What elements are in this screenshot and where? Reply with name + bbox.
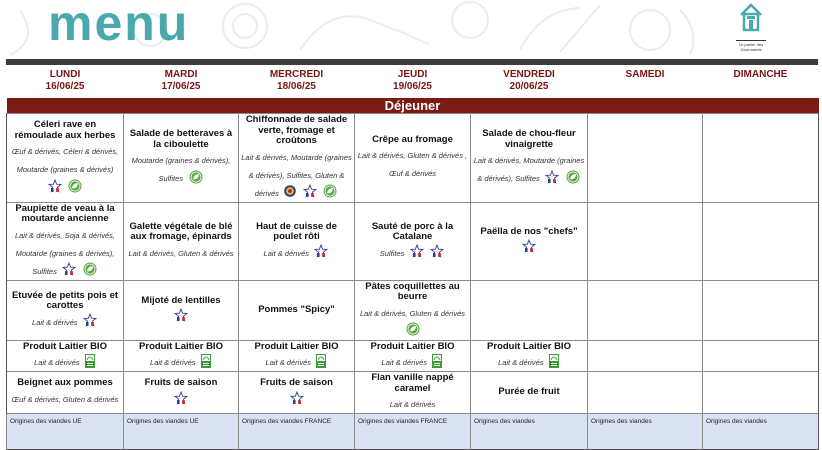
allergen-line (357, 243, 468, 261)
france-star-icon (430, 244, 444, 258)
allergen-line (357, 352, 468, 370)
dish-name: Produit Laitier BIO (254, 340, 339, 352)
menu-cell (703, 372, 819, 414)
meat-origin: Origines des viandes (588, 414, 703, 450)
day-date: 16/06/25 (45, 81, 85, 92)
france-star-icon (62, 262, 76, 276)
menu-cell (239, 114, 355, 203)
menu-cell (355, 372, 471, 414)
allergens-text: Œuf & dérivés, Gluten & dérivés (11, 394, 119, 404)
menu-cell (703, 340, 819, 372)
dish-name: Produit Laitier BIO (23, 340, 107, 352)
menu-cell (355, 202, 471, 280)
allergens-text: Lait & dérivés (263, 248, 309, 258)
menu-row (7, 280, 819, 340)
allergens-text: Lait & dérivés, Gluten & dérivés (359, 308, 466, 318)
allergens-text: Lait & dérivés (150, 358, 196, 367)
day-header-row (7, 66, 819, 98)
label-rouge-icon (284, 185, 296, 197)
allergens-text: Lait & dérivés, Gluten & dérivés (128, 248, 234, 258)
bio-ab-icon (316, 354, 326, 368)
dish-name: Pâtes coquillettes au beurre (365, 280, 460, 302)
day-name: DIMANCHE (733, 69, 788, 80)
menu-cell (239, 372, 355, 414)
dish-name: Mijoté de lentilles (141, 294, 221, 306)
day-header (471, 66, 588, 98)
menu-table (6, 66, 819, 450)
menu-cell (239, 280, 355, 340)
bio-ab-icon (85, 354, 95, 368)
day-name: MARDI (164, 69, 198, 80)
vegetarian-leaf-icon (68, 179, 82, 193)
france-star-icon (48, 179, 62, 193)
france-star-icon (522, 239, 536, 253)
dish-name: Produit Laitier BIO (487, 340, 571, 352)
allergens-text: Sulfites (379, 248, 405, 258)
day-date: 19/06/25 (393, 81, 432, 92)
dish-name: Pommes "Spicy" (258, 303, 335, 315)
house-logo-icon (738, 2, 764, 34)
day-date: 17/06/25 (161, 81, 201, 92)
dish-name: Salade de betteraves à la ciboulette (129, 128, 233, 150)
dish-name: Flan vanille nappé caramel (371, 372, 454, 394)
menu-cell (124, 280, 239, 340)
menu-cell (703, 114, 819, 203)
day-header (124, 66, 239, 98)
menu-cell (7, 340, 124, 372)
dish-name: Sauté de porc à la Catalane (371, 220, 454, 242)
menu-cell (124, 202, 239, 280)
menu-cell (703, 202, 819, 280)
day-header (355, 66, 471, 98)
menu-cell (703, 280, 819, 340)
menu-cell (588, 280, 703, 340)
vegetarian-leaf-icon (323, 184, 337, 198)
menu-cell (588, 372, 703, 414)
menu-cell (471, 340, 588, 372)
allergens-text: Lait & dérivés, Moutarde (graines & dérivés), Sulfites (473, 156, 585, 184)
allergen-line (9, 141, 121, 195)
menu-cell (471, 114, 588, 203)
dish-name: Produit Laitier BIO (139, 340, 223, 352)
bio-ab-icon (549, 354, 559, 368)
menu-cell (239, 202, 355, 280)
france-star-icon (314, 244, 328, 258)
day-header (7, 66, 124, 98)
allergen-line (126, 243, 236, 261)
allergen-line (241, 352, 352, 370)
allergen-line (241, 243, 352, 261)
allergens-text: Lait & dérivés (498, 358, 544, 367)
dish-name: Paëlla de nos "chefs" (480, 225, 578, 237)
bio-ab-icon (201, 354, 211, 368)
dish-name: Salade de chou-fleur vinaigrette (482, 128, 576, 150)
france-star-icon (83, 313, 97, 327)
allergens-text: Lait & dérivés (32, 317, 78, 327)
logo-text-line2: Gourmands (740, 47, 762, 52)
menu-cell (7, 280, 124, 340)
menu-cell (355, 340, 471, 372)
menu-cell (7, 202, 124, 280)
allergen-line (9, 225, 121, 279)
dish-name: Fruits de saison (260, 377, 333, 389)
allergens-text: Lait & dérivés, Soja & dérivés, Moutarde (graines & dérivés), Sulfites (14, 230, 116, 276)
allergens-text: Œuf & dérivés, Céleri & dérivés, Moutarde (graines & dérivés) (11, 147, 119, 175)
meat-origin: Origines des viandes UE (7, 414, 124, 450)
vegetarian-leaf-icon (406, 322, 420, 336)
vegetarian-leaf-icon (83, 262, 97, 276)
menu-cell (355, 280, 471, 340)
allergen-line (126, 352, 236, 370)
france-star-icon (174, 391, 188, 405)
day-name: SAMEDI (625, 69, 665, 80)
dish-name: Produit Laitier BIO (370, 340, 455, 352)
dish-name: Purée de fruit (498, 386, 560, 398)
menu-cell (588, 340, 703, 372)
menu-row (7, 114, 819, 203)
menu-row (7, 202, 819, 280)
allergen-line (473, 352, 585, 370)
dish-name: Chiffonnade de salade verte, fromage et croûtons (245, 114, 348, 146)
allergen-line (9, 389, 121, 407)
logo-text-line1: Le panier des (738, 42, 764, 47)
dish-name: Paupiette de veau à la moutarde ancienne (15, 202, 115, 224)
origin-row (7, 414, 819, 450)
dish-name: Etuvée de petits pois et carottes (11, 289, 119, 311)
day-header (588, 66, 703, 98)
bio-ab-icon (432, 354, 442, 368)
france-star-icon (303, 184, 317, 198)
menu-cell (124, 114, 239, 203)
france-star-icon (545, 170, 559, 184)
menu-cell (355, 114, 471, 203)
logo (728, 2, 774, 56)
allergens-text: Lait & dérivés (381, 358, 427, 367)
allergen-line (473, 237, 585, 255)
allergen-line (9, 352, 121, 370)
menu-cell (124, 372, 239, 414)
meat-origin: Origines des viandes FRANCE (239, 414, 355, 450)
meat-origin: Origines des viandes (471, 414, 588, 450)
allergen-line (241, 147, 352, 201)
dish-name: Beignet aux pommes (17, 377, 113, 389)
menu-cell (588, 202, 703, 280)
allergens-text: Lait & dérivés (265, 358, 311, 367)
section-title: Déjeuner (7, 98, 819, 114)
day-date: 18/06/25 (277, 81, 316, 92)
allergens-text: Moutarde (graines & dérivés), Sulfites (131, 156, 231, 184)
allergen-line (9, 312, 121, 330)
allergen-line (357, 145, 468, 181)
allergen-line (126, 389, 236, 407)
menu-cell (7, 372, 124, 414)
day-header (703, 66, 819, 98)
allergen-line (473, 150, 585, 186)
allergen-line (357, 303, 468, 339)
meat-origin: Origines des viandes (703, 414, 819, 450)
header-divider (6, 59, 818, 65)
section-row (7, 98, 819, 114)
allergens-text: Lait & dérivés, Gluten & dérivés , Œuf & dérivés (357, 151, 468, 178)
dish-name: Galette végétale de blé aux fromage, épinards (129, 220, 233, 242)
menu-cell (7, 114, 124, 203)
day-name: JEUDI (397, 69, 428, 80)
dish-name: Crêpe au fromage (372, 133, 453, 145)
menu-cell (471, 202, 588, 280)
allergens-text: Lait & dérivés, Moutarde (graines & dérivés), Sulfites, Gluten & dérivés (241, 152, 352, 198)
menu-cell (588, 114, 703, 203)
menu-cell (471, 280, 588, 340)
dish-name: Fruits de saison (144, 377, 218, 389)
day-name: MERCREDI (269, 69, 324, 80)
vegetarian-leaf-icon (566, 170, 580, 184)
allergens-text: Lait & dérivés (389, 400, 436, 409)
day-name: VENDREDI (503, 69, 555, 80)
menu-cell (239, 340, 355, 372)
allergen-line (241, 389, 352, 407)
vegetarian-leaf-icon (189, 170, 203, 184)
dish-name: Céleri rave en rémoulade aux herbes (14, 119, 116, 141)
france-star-icon (290, 391, 304, 405)
menu-cell (124, 340, 239, 372)
france-star-icon (410, 244, 424, 258)
dish-name: Haut de cuisse de poulet rôti (256, 220, 337, 242)
meat-origin: Origines des viandes FRANCE (355, 414, 471, 450)
menu-cell (471, 372, 588, 414)
day-header (239, 66, 355, 98)
menu-row (7, 340, 819, 372)
france-star-icon (174, 308, 188, 322)
meat-origin: Origines des viandes UE (124, 414, 239, 450)
allergen-line (357, 394, 468, 412)
day-date: 20/06/25 (509, 81, 549, 92)
allergens-text: Lait & dérivés (34, 358, 80, 367)
menu-row (7, 372, 819, 414)
page-title: menu (48, 0, 190, 51)
allergen-line (126, 150, 236, 186)
allergen-line (126, 306, 236, 324)
day-name: LUNDI (49, 69, 81, 80)
